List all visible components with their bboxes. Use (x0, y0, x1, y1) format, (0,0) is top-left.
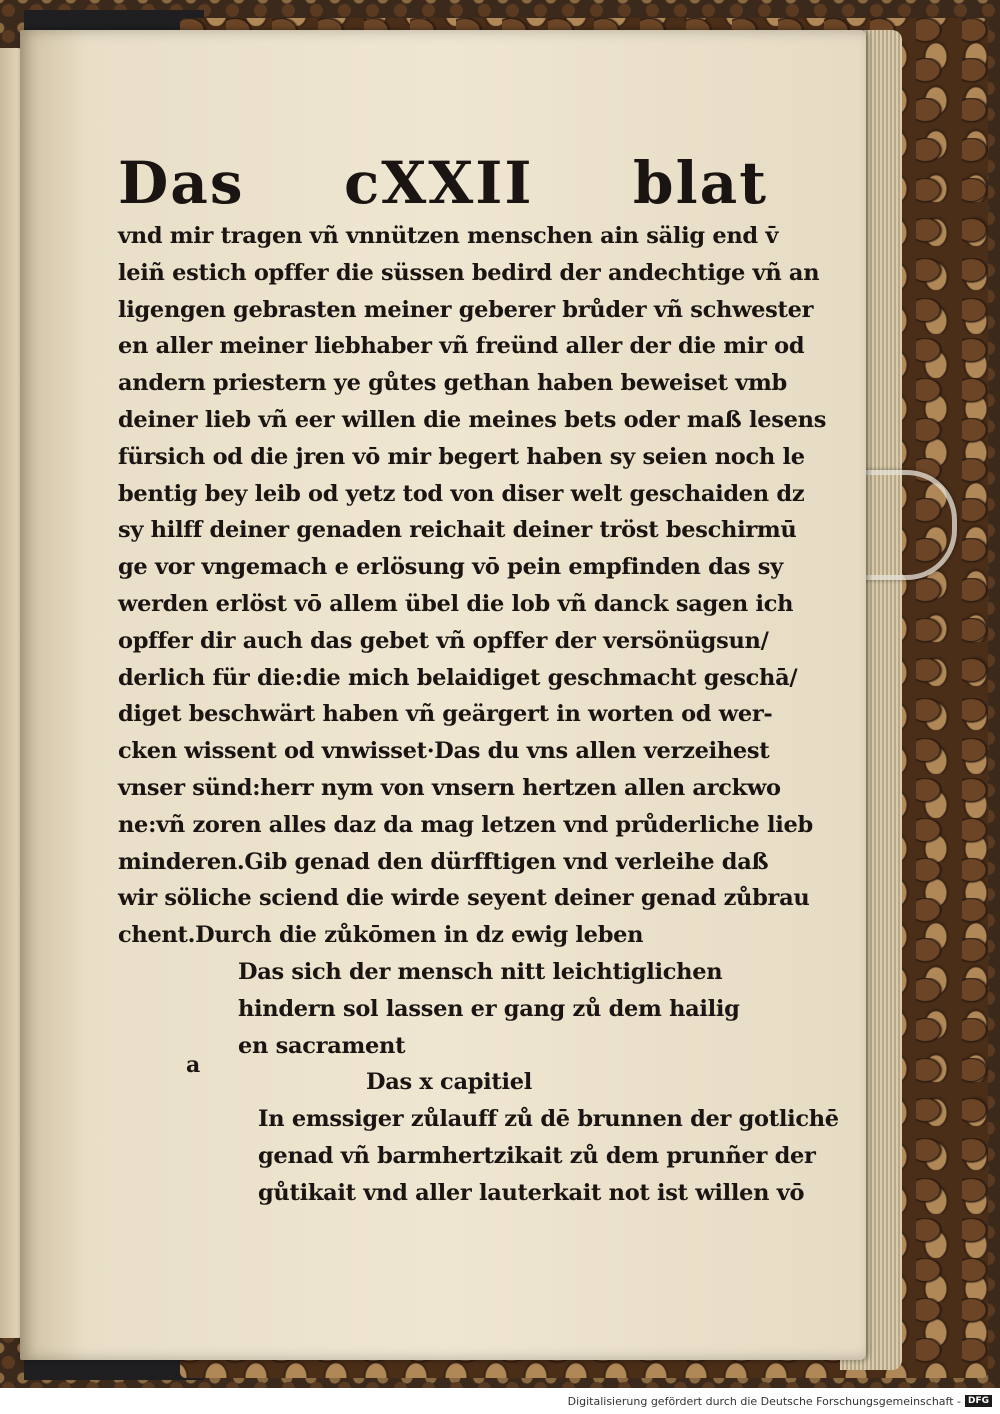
text-line: deiner lieb vñ eer willen die meines bets oder maß lesens (118, 406, 827, 433)
text-line: opffer dir auch das gebet vñ opffer der versönügsun/ (118, 627, 769, 654)
text-line: derlich für die:die mich belaidiget geschmacht geschā/ (118, 664, 798, 691)
footer-bar (0, 1388, 1000, 1414)
body-line: gůtikait vnd aller lauterkait not ist willen vō (258, 1179, 805, 1206)
body-line: genad vñ barmhertzikait zů dem prunñer der (258, 1142, 816, 1169)
body-line: In emssiger zůlauff zů dē brunnen der gotlichē (258, 1106, 839, 1133)
text-line: wir söliche sciend die wirde seyent deiner genad zůbrau (118, 885, 810, 912)
signature-mark: a (186, 1052, 201, 1078)
text-line: fürsich od die jren vō mir begert haben sy seien noch le (118, 443, 805, 470)
text-line: vnser sünd:herr nym von vnsern hertzen allen arckwo (118, 774, 781, 801)
footer-text: Digitalisierung gefördert durch die Deutsche Forschungsgemeinschaft - (567, 1394, 961, 1408)
dfg-logo: DFG (965, 1395, 992, 1407)
page-header (118, 150, 778, 216)
text-line: minderen.Gib genad den dürfftigen vnd verleihe daß (118, 848, 769, 875)
section-heading-line: hindern sol lassen er gang zů dem hailig (238, 995, 740, 1022)
text-line: andern priestern ye gůtes gethan haben beweiset vmb (118, 370, 787, 397)
text-line: sy hilff deiner genaden reichait deiner tröst beschirmū (118, 517, 797, 544)
section-heading-line: Das sich der mensch nitt leichtiglichen (238, 958, 723, 985)
header-left: Das (118, 149, 245, 217)
text-line: diget beschwärt haben vñ geärgert in worten od wer- (118, 701, 773, 728)
text-line: ne:vñ zoren alles daz da mag letzen vnd průderliche lieb (118, 811, 813, 838)
folio-number: cXXII (343, 149, 534, 217)
text-line: werden erlöst vō allem übel die lob vñ danck sagen ich (118, 590, 794, 617)
text-line: ligengen gebrasten meiner geberer brůder vñ schwester (118, 296, 814, 323)
text-line: chent.Durch die zůkōmen in dz ewig leben (118, 922, 644, 949)
text-line: ge vor vngemach e erlösung vō pein empfinden das sy (118, 554, 783, 581)
page-text (118, 149, 839, 1212)
text-line: en aller meiner liebhaber vñ freünd aller der die mir od (118, 333, 805, 360)
chapter-heading: Das x capitiel (366, 1069, 533, 1096)
text-line: cken wissent od vnwisset·Das du vns allen verzeihest (118, 738, 770, 765)
section-heading-line: en sacrament (238, 1032, 406, 1059)
text-line: bentig bey leib od yetz tod von diser welt geschaiden dz (118, 480, 805, 507)
text-line: vnd mir tragen vñ vnnützen menschen ain sälig end v̄ (118, 223, 779, 249)
header-right: blat (633, 149, 768, 217)
text-line: leiñ estich opffer die süssen bedird der andechtige vñ an (118, 259, 820, 286)
